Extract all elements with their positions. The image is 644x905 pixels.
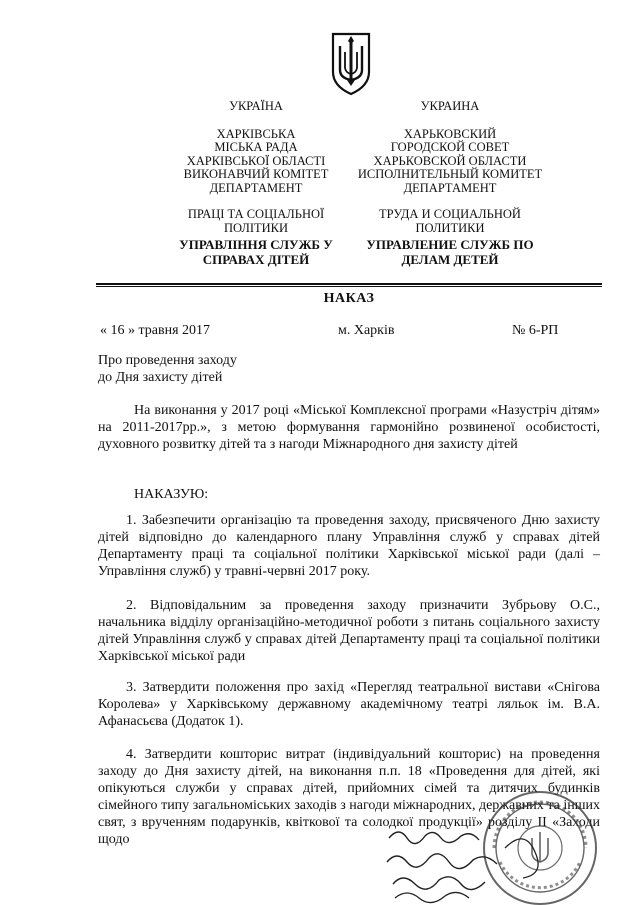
intro-paragraph: На виконання у 2017 році «Міської Комплексної програми «Назустріч дітям» на 2011-2017рр.», з метою формування гармонійно розвиненої особистості, духовного розвитку дітей та з нагоди Міжнародного дня захисту дітей — [98, 403, 600, 452]
org-name-ru: ХАРЬКОВСКИЙ ГОРОДСКОЙ СОВЕТ ХАРЬКОВСКОЙ ОБЛАСТИ ИСПОЛНИТЕЛЬНЫЙ КОМИТЕТ ДЕПАРТАМЕНТ — [357, 126, 543, 195]
header-divider — [96, 283, 602, 285]
handwritten-signature-icon — [385, 818, 555, 904]
clause-1: 1. Забезпечити організацію та проведення заходу, присвяченого Дню захисту дітей відповідно до календарного плану Управління служб у справах дітей Департаменту праці та соціальної політики Харківської міської ради (далі – Управління служб) у травні-червні 2017 року. — [98, 513, 600, 579]
header-right — [330, 100, 570, 267]
department-ua: ПРАЦІ ТА СОЦІАЛЬНОЇ ПОЛІТИКИ — [187, 207, 325, 235]
division-ua: УПРАВЛІННЯ СЛУЖБ У СПРАВАХ ДІТЕЙ — [179, 237, 333, 267]
order-word: НАКАЗУЮ: — [134, 487, 209, 502]
order-date: « 16 » травня 2017 — [100, 323, 211, 338]
clause-4: 4. Затвердити кошторис витрат (індивідуальний кошторис) на проведення заходу до Дня захисту дітей, на виконання п.п. 18 «Проведення для дітей, які опікуються служби у справах дітей, прийомних сімей та дитячих будинків сімейного типу загальноміських заходів з нагоди міжнародних, державних та інших свят, з врученням подарунків, квіткової та солодкої продукції» розділу II «Заходи щодо — [98, 747, 600, 847]
order-place: м. Харків — [338, 323, 395, 338]
org-name-ua: ХАРКІВСЬКА МІСЬКА РАДА ХАРКІВСЬКОЇ ОБЛАСТІ ВИКОНАВЧИЙ КОМІТЕТ ДЕПАРТАМЕНТ — [183, 126, 329, 195]
country-ru: УКРАИНА — [420, 99, 480, 113]
clause-3: 3. Затвердити положення про захід «Перегляд театральної вистави «Снігова Королева» у Харківському державному академічному театрі ляльок ім. В.А. Афанасьєва (Додаток 1). — [98, 680, 600, 729]
country-ua: УКРАЇНА — [229, 99, 283, 113]
document-title: НАКАЗ — [323, 291, 375, 306]
subject-line-2: до Дня захисту дітей — [98, 370, 223, 385]
order-number: № 6-РП — [512, 323, 559, 338]
department-ru: ТРУДА И СОЦИАЛЬНОЙ ПОЛИТИКИ — [379, 207, 521, 235]
coat-of-arms-icon — [330, 32, 372, 96]
order-subject — [98, 352, 237, 386]
subject-line-1: Про проведення заходу — [98, 353, 237, 368]
header-divider-thin — [96, 286, 602, 287]
division-ru: УПРАВЛЕНИЕ СЛУЖБ ПО ДЕЛАМ ДЕТЕЙ — [366, 237, 534, 267]
clause-2: 2. Відповідальним за проведення заходу призначити Зубрьову О.С., начальника відділу організаційно-методичної роботи з питань соціального захисту дітей Управління служб у справах дітей Департаменту праці та соціальної політики Харківської міської ради — [98, 598, 600, 664]
